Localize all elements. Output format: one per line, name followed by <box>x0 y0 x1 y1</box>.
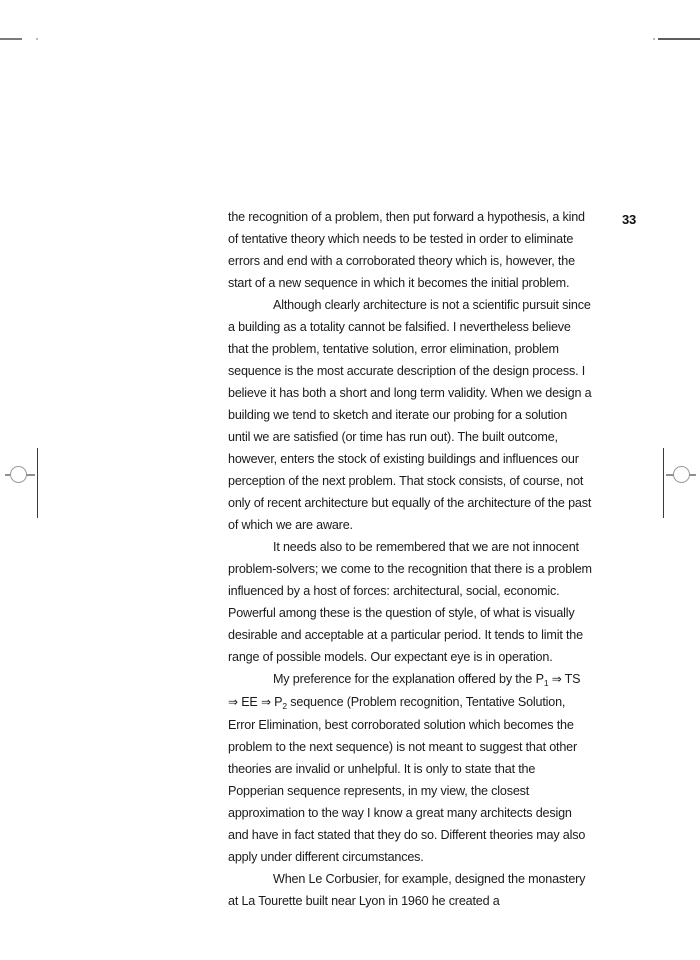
crop-dash-top-left-icon <box>0 38 22 40</box>
paragraph: When Le Corbusier, for example, designed the monastery at La Tourette built near Lyon in 1960 he created a <box>228 872 586 908</box>
subscript: 2 <box>282 700 287 711</box>
registration-tick <box>666 474 674 476</box>
crop-dot-top-right-icon <box>653 38 655 40</box>
registration-mark-right-icon <box>666 464 696 486</box>
trim-line-right <box>663 448 664 518</box>
registration-circle <box>10 466 27 483</box>
registration-tick <box>689 474 696 476</box>
crop-dot-top-left-icon <box>36 38 38 40</box>
double-arrow-icon: ⇒ <box>260 695 271 709</box>
paragraph: the recognition of a problem, then put forward a hypothesis, a kind of tentative theory which needs to be tested in order to eliminate errors and end with a corroborated theory which is, however, the start of a new sequence in which it becomes the initial problem. <box>228 210 585 290</box>
double-arrow-icon: ⇒ <box>551 672 562 686</box>
crop-dash-top-right-icon <box>658 38 700 40</box>
paragraph: It needs also to be remembered that we are not innocent problem-solvers; we come to the recognition that there is a problem influenced by a host of forces: architectural, social, economic. Powerful among these is the question of style, of what is visually desirable and acceptable at a particular period. It tends to limit the range of possible models. Our expectant eye is in operation. <box>228 540 592 664</box>
page-number: 33 <box>622 212 637 227</box>
trim-line-left <box>37 448 38 518</box>
registration-tick <box>26 474 35 476</box>
subscript: 1 <box>543 677 549 688</box>
registration-tick <box>5 474 10 476</box>
registration-mark-left-icon <box>5 464 35 486</box>
paragraph-with-notation: My preference for the explanation offered by the $P_1$ ⇒ TS ⇒ EE ⇒ $P_2$ sequence (Problem recognition, Tentative Solution, Error Elimination, best corroborated solution which becomes the problem to the next sequence) is not meant to suggest that other theories are invalid or unhelpful. It is only to state that the Popperian sequence represents, in my view, the closest approximation to the way I know a great many architects design and have in fact stated that they do so. Different theories may also apply under different circumstances. <box>228 672 586 864</box>
double-arrow-icon: ⇒ <box>228 695 238 709</box>
registration-circle <box>673 466 690 483</box>
body-text-block <box>228 206 592 912</box>
paragraph: Although clearly architecture is not a scientific pursuit since a building as a totality cannot be falsified. I nevertheless believe that the problem, tentative solution, error elimination, problem sequence is the most accurate description of the design process. I believe it has both a short and long term validity. When we design a building we tend to sketch and iterate our probing for a solution until we are satisfied (or time has run out). The built outcome, however, enters the stock of existing buildings and influences our perception of the next problem. That stock consists, of course, not only of recent architecture but equally of the architecture of the past of which we are aware. <box>228 298 592 532</box>
